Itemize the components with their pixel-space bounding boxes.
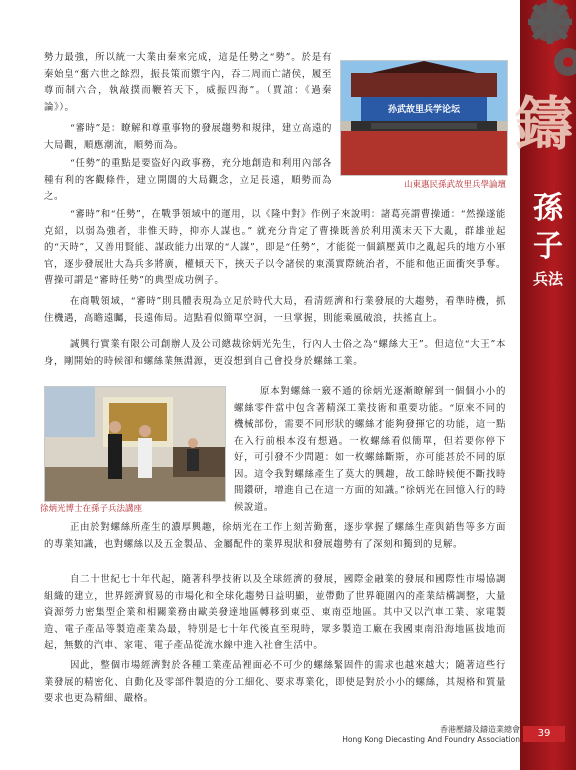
photo-caption: 山東惠民孫武故里兵學論壇	[403, 180, 506, 190]
footer-org-en: Hong Kong Diecasting And Foundry Association	[342, 735, 520, 744]
paragraph: “任勢”的重點是要盜好內政事務，充分地創造和利用內部各種有利的客觀條件，建立開闊的大局觀念，立足長遠，順勢而為之。	[44, 158, 332, 202]
paragraph: 正由於對螺絲所產生的濃厚興趣，徐炳光在工作上刻苦勤奮，逐步掌握了螺絲生產與銷售等多方面的專業知識，也對螺絲以及五金製品、金屬配件的業界現狀和發展趨勢有了深刻和獨到的見解。	[44, 522, 506, 550]
paragraph: 因此，整個市場經濟對於各種工業產品裡面必不可少的螺絲緊固件的需求也越來越大；隨著這些行業發展的精密化、自動化及零部件製造的分工細化、要求專業化，即使是對於小小的螺絲，其規格和質量要求也更為精細、嚴格。	[44, 660, 506, 704]
page-number: 39	[523, 726, 565, 742]
paragraph: 自二十世紀七十年代起，隨著科學技術以及全球經濟的發展，國際金融業的發展和國際性市場協調組織的建立，世界經濟貿易的市場化和全球化趨勢日益明顯，並帶動了世界範圍內的產業結構調整，大量資源勞力密集型企業和相關業務由歐美發達地區轉移到東亞、東南亞地區。其中又以汽車工業、家電製造、電子產品等製造產業為最，特別是七十年代後直至現時，眾多製造工廠在我國東南沿海地區拔地而起，無數的汽車、家電、電子產品從流水線中進入社會生活中。	[44, 574, 506, 651]
decorative-title-char: 鑄	[514, 90, 573, 158]
footer-org-cn: 香港壓鑄及鑄造業總會	[440, 725, 520, 734]
forum-photo	[340, 60, 508, 176]
lecture-photo	[44, 386, 226, 502]
paragraph: 勢力最強，所以統一大業由秦來完成，這是任勢之“勢”。於是有秦始皇“奮六世之餘烈，振長策而禦宇內，吞二周而亡諸侯，履至尊而制六合，執敲撲而鞭笞天下，威振四海”。（賈誼：《過秦論》）。	[44, 52, 332, 113]
photo-caption: 徐炳光博士在孫子兵法講座	[40, 504, 143, 514]
paragraph: “審時”是：瞭解和尊重事物的發展趨勢和規律，建立高遠的大局觀，順應潮流，順勢而為。	[44, 123, 332, 151]
page-subtitle: 兵法	[532, 270, 563, 288]
paragraph: “審時”和“任勢”，在戰爭領域中的運用，以《隆中對》作例子來說明：諸葛亮謂曹操通：“然操遂能克紹，以弱為強者，非惟天時，抑亦人謀也。” 就充分肯定了曹操既善於利用漢末天下大亂，群雄並起的“天時”，又善用賢能、謀政能力出眾的“人謀”，即是“任勢”，才能從一個鎮壓黃巾之亂起兵的地方小軍官，逐步發展壯大為兵多將廣，權傾天下，挾天子以令諸侯的東漢實際統治者，不能和他正面衝突爭奪。曹操可謂是“審時任勢”的典型成功例子。	[44, 209, 506, 286]
paragraph: 原本對螺絲一竅不通的徐炳光逐漸瞭解到一個個小小的螺絲零件當中包含著精深工業技術和重要功能。“原來不同的機械部份，需要不同形狀的螺絲才能夠發揮它的功能，這一點在入行前根本沒有想過。一枚螺絲看似簡單，但若要你停下好，可引發不少問題：如一枚螺絲斷斯，亦可能甚於不同的原因。這令我對螺絲產生了莫大的興趣，故工餘時候便不斷找時間鑽研，增進自己在這一方面的知識。”徐炳光在回憶入行的時候說道。	[234, 386, 506, 513]
page-title: 孫子	[533, 191, 563, 264]
paragraph: 在商戰領域，“審時”則具體表現為立足於時代大局，看清經濟和行業發展的大趨勢，看準時機，抓住機遇，高瞻遠矚，長遠佈局。這點看似簡單空洞，一旦掌握，則能乘風破浪，扶搖直上。	[44, 296, 506, 324]
forum-banner-text: 孙武故里兵学论坛	[387, 105, 460, 115]
paragraph: 誠興行實業有限公司創辦人及公司總裁徐炳光先生，行內人士俗之為“螺絲大王”。但這位“大王”本身，剛開始的時候卻和螺絲業無淵源，更沒想到自己會投身於螺絲工業。	[44, 339, 506, 367]
